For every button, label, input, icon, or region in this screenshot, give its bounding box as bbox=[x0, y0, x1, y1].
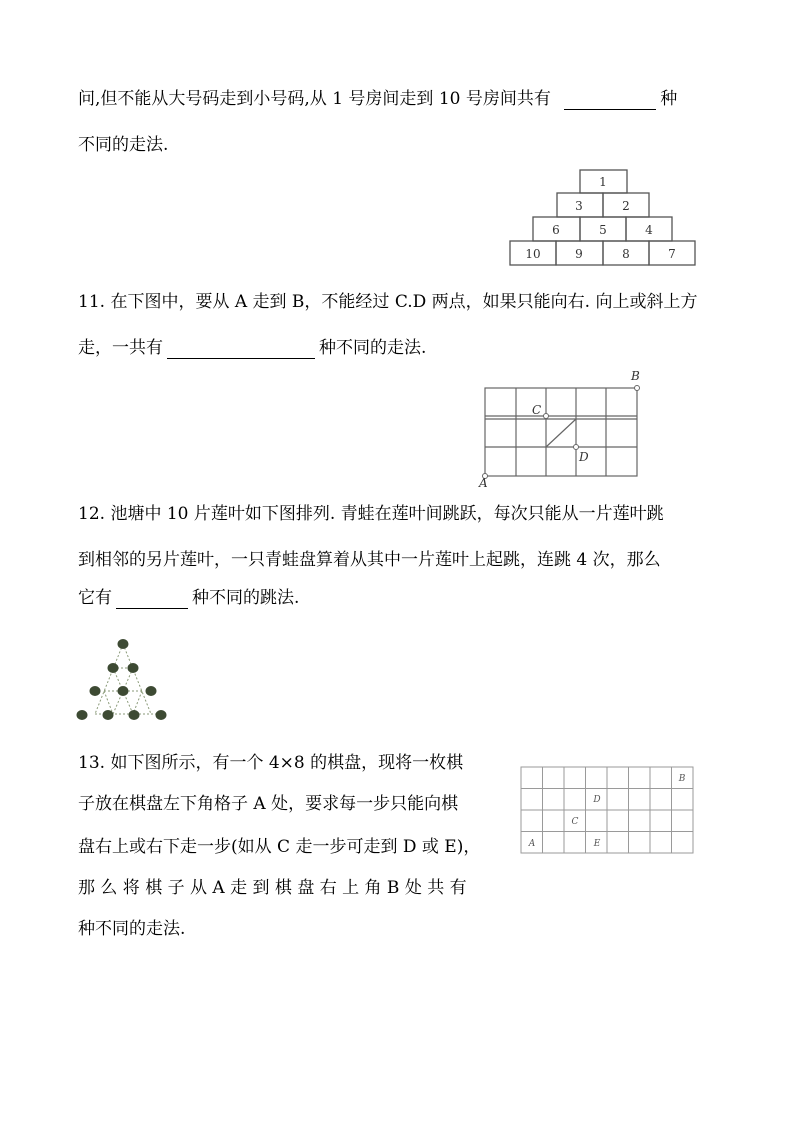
q13-line-4: 那 么 将 棋 子 从 A 走 到 棋 盘 右 上 角 B 处 共 有 bbox=[78, 878, 467, 898]
q12-line-2: 到相邻的另片莲叶，一只青蛙盘算着从其中一片莲叶上起跳，连跳 4 次，那么 bbox=[78, 550, 661, 570]
cell-d-label: D bbox=[593, 795, 601, 805]
room-label: 2 bbox=[622, 199, 630, 213]
cell-c-label: C bbox=[571, 817, 579, 827]
answer-blank[interactable] bbox=[564, 91, 656, 110]
q13-line-5: 种不同的走法. bbox=[78, 919, 186, 939]
q11-line-2: 走，一共有 种不同的走法. bbox=[78, 338, 427, 358]
point-d-label: D bbox=[579, 450, 589, 464]
q13-line-3: 盘右上或右下走一步(如从 C 走一步可走到 D 或 E)， bbox=[78, 837, 481, 857]
grid-path-figure bbox=[475, 368, 650, 488]
room-label: 6 bbox=[552, 223, 560, 237]
q12-line-3: 它有 种不同的跳法. bbox=[78, 588, 300, 608]
cell-a-label: A bbox=[528, 839, 536, 849]
cell-b-label: B bbox=[678, 774, 686, 784]
room-label: 8 bbox=[622, 247, 630, 261]
room-label: 3 bbox=[575, 199, 583, 213]
lotus-leaves-figure bbox=[72, 632, 172, 727]
q10-line-2: 不同的走法. bbox=[78, 135, 169, 155]
point-b-label: B bbox=[631, 369, 640, 383]
q13-line-1: 13. 如下图所示，有一个 4×8 的棋盘，现将一枚棋 bbox=[78, 753, 464, 773]
room-pyramid-figure bbox=[505, 165, 700, 270]
point-a-label: A bbox=[479, 476, 488, 488]
answer-blank[interactable] bbox=[116, 590, 188, 609]
cell-e-label: E bbox=[593, 839, 601, 849]
point-c-label: C bbox=[532, 403, 542, 417]
q11-line-1: 11. 在下图中，要从 A 走到 B，不能经过 C.D 两点，如果只能向右. 向上或斜上方 bbox=[78, 292, 698, 312]
room-label: 10 bbox=[525, 247, 541, 261]
q10-line-1: 问,但不能从大号码走到小号码,从 1 号房间走到 10 号房间共有 种 bbox=[78, 89, 678, 109]
q13-line-2: 子放在棋盘左下角格子 A 处，要求每一步只能向棋 bbox=[78, 794, 459, 814]
answer-blank[interactable] bbox=[167, 340, 315, 359]
chessboard-figure bbox=[518, 764, 698, 859]
room-label: 7 bbox=[668, 247, 676, 261]
room-label: 5 bbox=[599, 223, 607, 237]
room-label: 9 bbox=[575, 247, 583, 261]
room-label: 4 bbox=[645, 223, 653, 237]
q12-line-1: 12. 池塘中 10 片莲叶如下图排列. 青蛙在莲叶间跳跃，每次只能从一片莲叶跳 bbox=[78, 504, 664, 524]
room-label: 1 bbox=[599, 175, 607, 189]
